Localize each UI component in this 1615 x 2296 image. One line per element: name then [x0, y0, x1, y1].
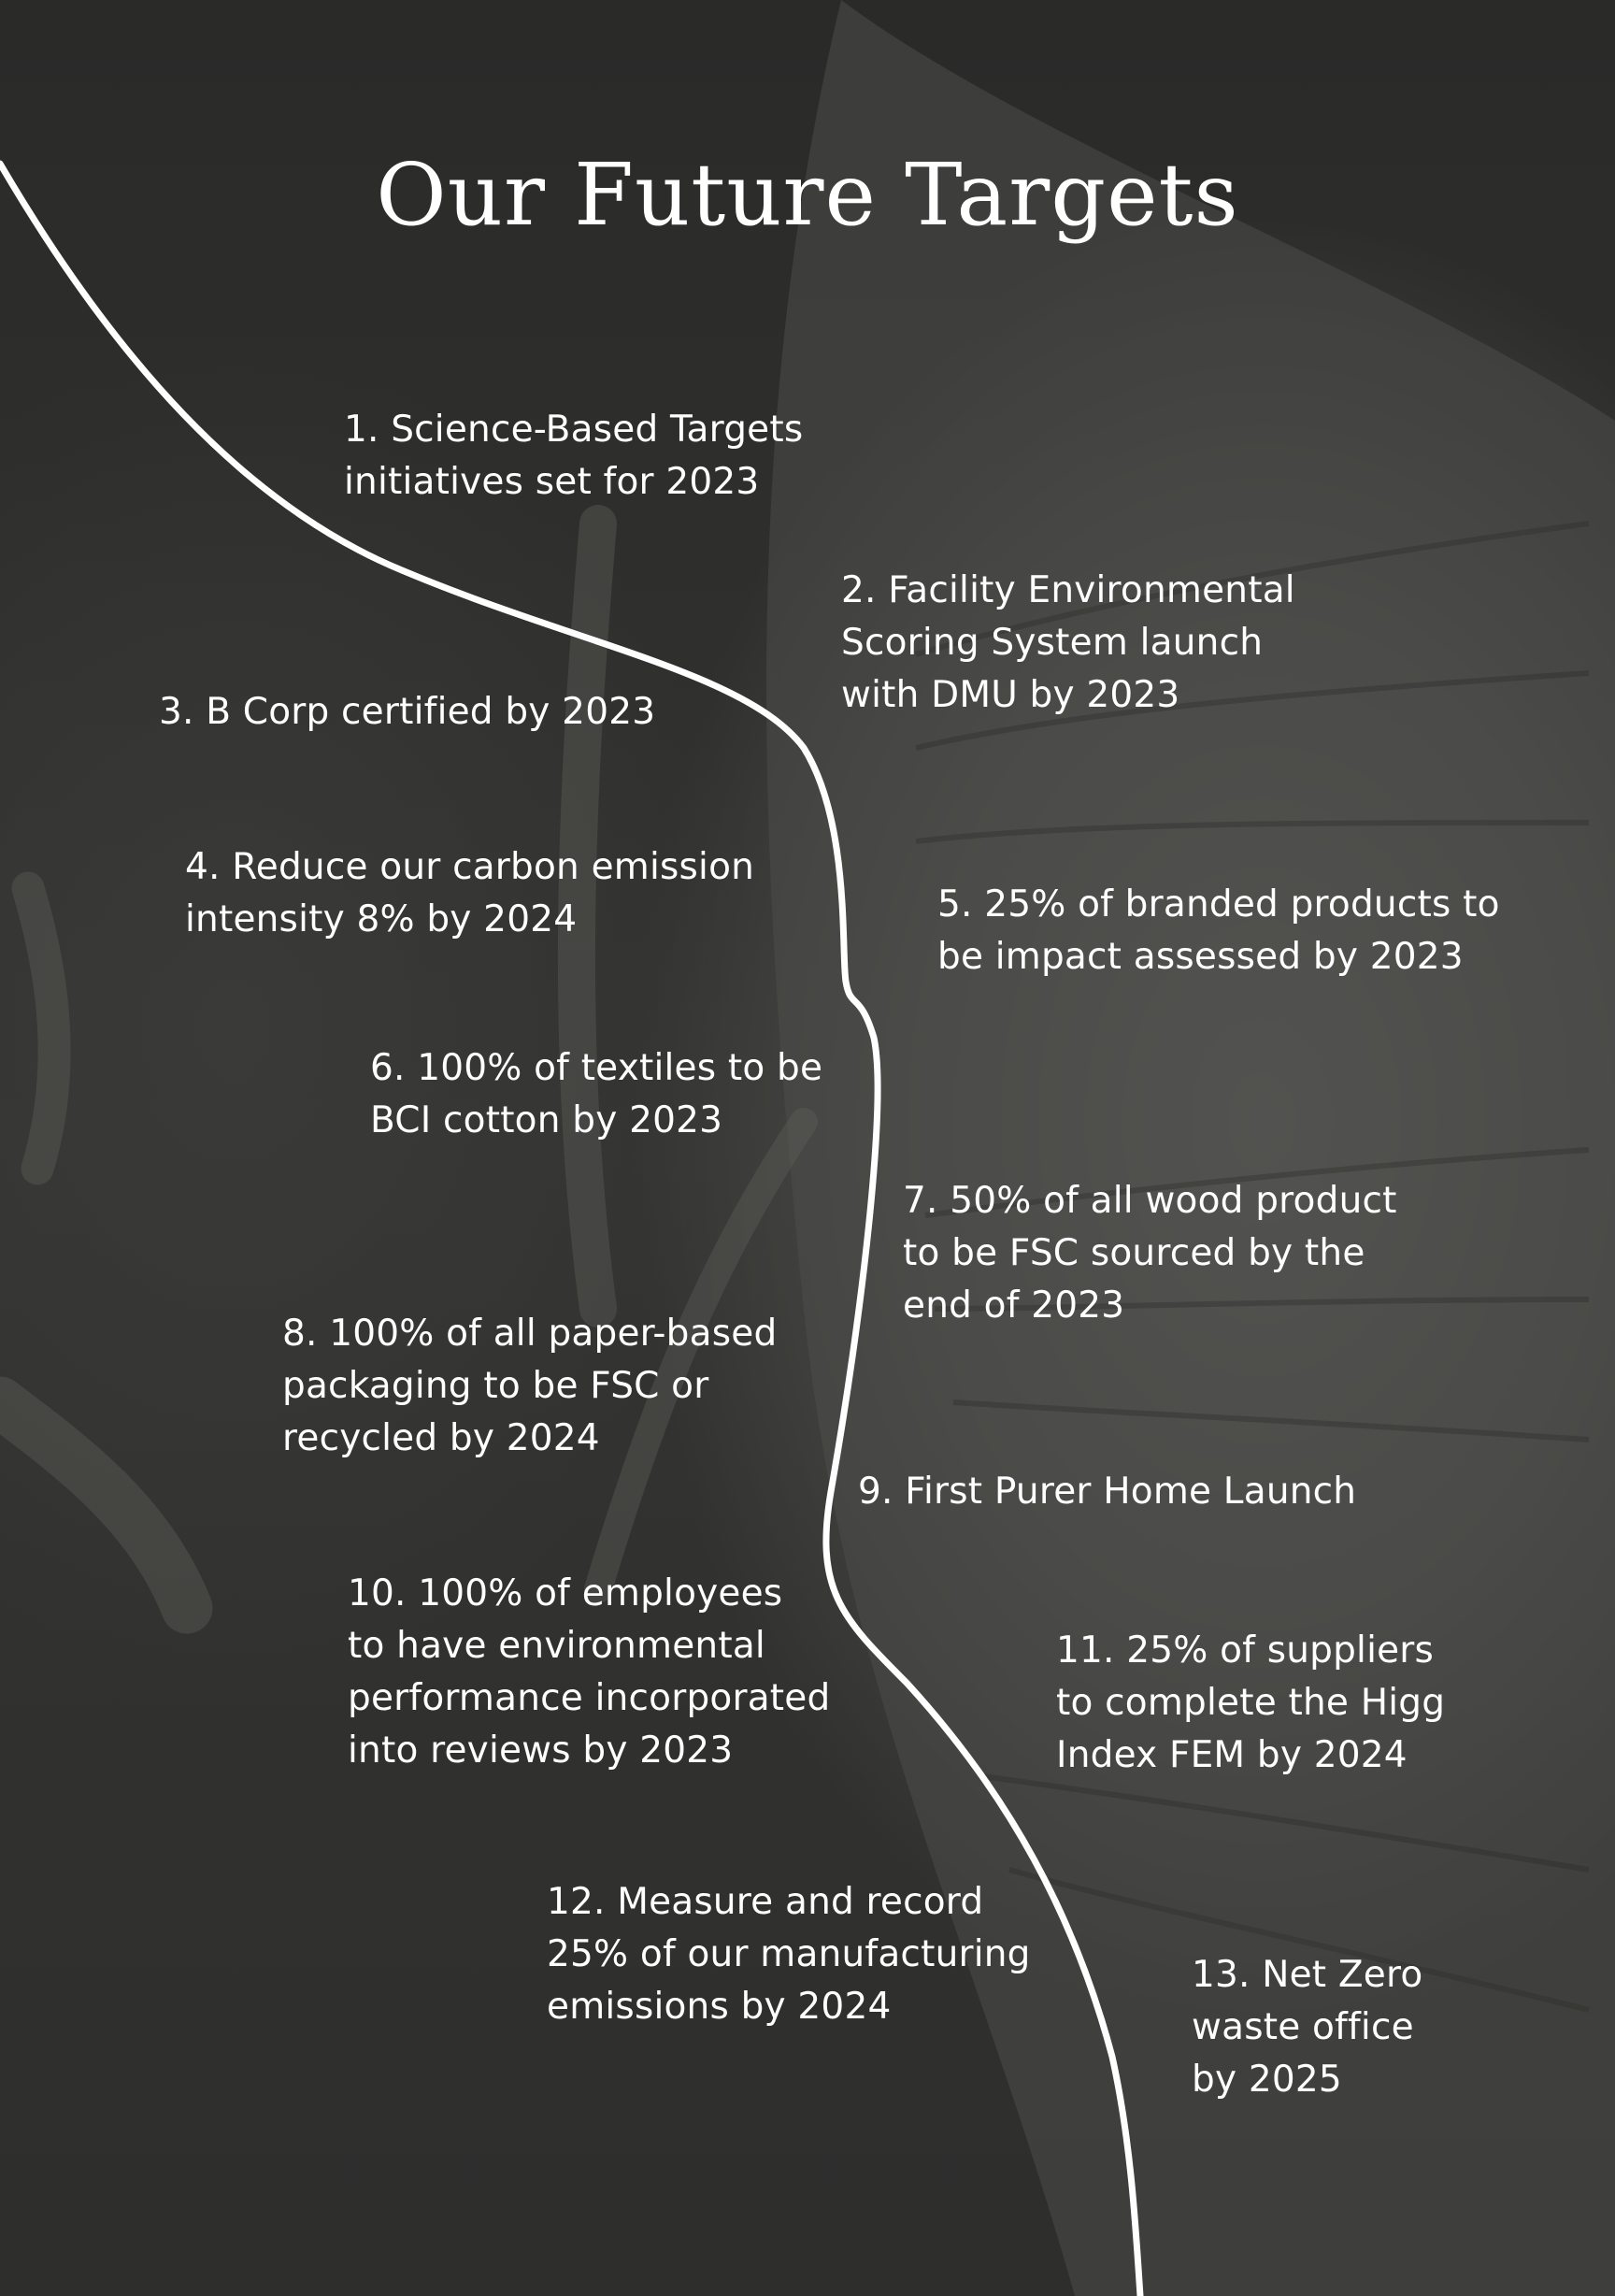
target-2: 2. Facility Environmental Scoring System launch with DMU by 2023 [841, 569, 1295, 716]
target-11: 11. 25% of suppliers to complete the Higg Index FEM by 2024 [1056, 1629, 1446, 1776]
target-10: 10. 100% of employees to have environmental performance incorporated into reviews by 2023 [348, 1572, 831, 1772]
target-8: 8. 100% of all paper-based packaging to be FSC or recycled by 2024 [282, 1313, 778, 1459]
target-7: 7. 50% of all wood product to be FSC sourced by the end of 2023 [903, 1180, 1397, 1327]
target-1: 1. Science-Based Targets initiatives set for 2023 [344, 409, 804, 503]
target-13: 13. Net Zero waste office by 2025 [1192, 1954, 1423, 2101]
target-12: 12. Measure and record 25% of our manufacturing emissions by 2024 [547, 1881, 1031, 2028]
target-4: 4. Reduce our carbon emission intensity 8% by 2024 [185, 846, 755, 940]
target-9: 9. First Purer Home Launch [858, 1471, 1357, 1513]
target-5: 5. 25% of branded products to be impact assessed by 2023 [937, 883, 1500, 978]
target-6: 6. 100% of textiles to be BCI cotton by 2023 [370, 1047, 823, 1141]
target-3: 3. B Corp certified by 2023 [159, 691, 656, 733]
page-title: Our Future Targets [376, 145, 1239, 245]
